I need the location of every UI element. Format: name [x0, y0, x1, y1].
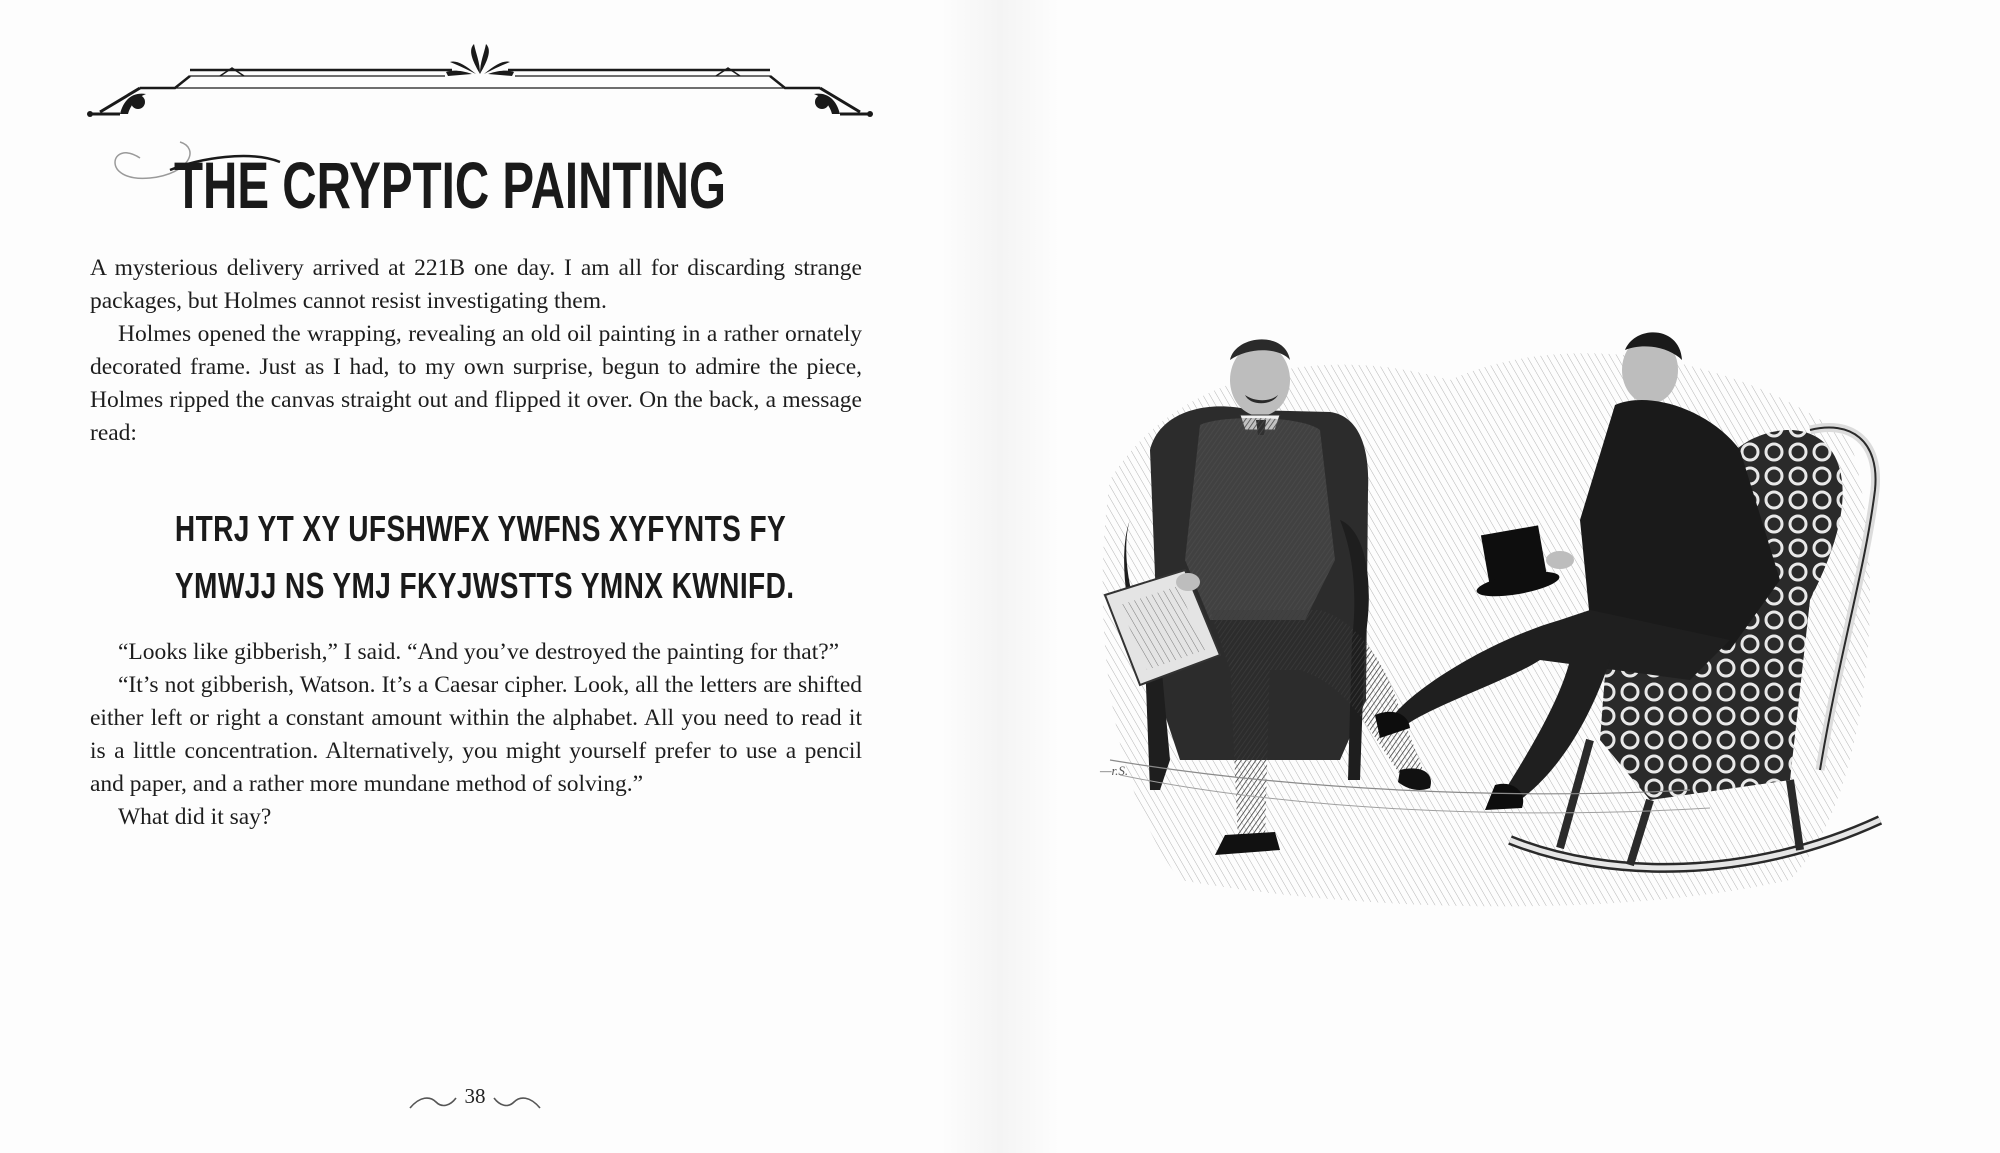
cipher-message	[174, 500, 795, 614]
paragraph-5: What did it say?	[118, 804, 272, 830]
page-number: 38	[464, 1084, 486, 1108]
paragraph-2: Holmes opened the wrapping, revealing an old oil painting in a rather ornately decorated frame. Just as I had, to my own surprise, begun to admire the piece, Holmes ripped the canvas straight out and flipped it over. On the back, a message read:	[90, 321, 862, 446]
cipher-line-2: YMWJJ NS YMJ FKYJWSTTS YMNX KWNIFD.	[174, 565, 795, 606]
engraving-two-men-seated-illustration	[1090, 320, 1890, 910]
paragraph-1: A mysterious delivery arrived at 221B one day. I am all for discarding strange packages, but Holmes cannot resist investigating them.	[90, 255, 862, 314]
title-text: THE CRYPTIC PAINTING	[174, 148, 727, 223]
body-text-top	[90, 252, 862, 450]
paragraph-3: “Looks like gibberish,” I said. “And you’ve destroyed the painting for that?”	[118, 639, 840, 665]
illustration-signature: —r.S.	[1100, 763, 1129, 778]
page-title	[110, 128, 890, 238]
paragraph-4: “It’s not gibberish, Watson. It’s a Caesar cipher. Look, all the letters are shifted either left or right a constant amount within the alphabet. All you need to read it is a little concentration. Alternatively, you might yourself prefer to use a pencil and paper, and a rather more mundane method of solving.”	[90, 672, 862, 797]
header-ornament-icon	[80, 40, 880, 130]
cipher-line-1: HTRJ YT XY UFSHWFX YWFNS XYFYNTS FY	[174, 508, 787, 549]
page-number-footer	[400, 1082, 550, 1122]
body-text-bottom	[90, 636, 862, 834]
